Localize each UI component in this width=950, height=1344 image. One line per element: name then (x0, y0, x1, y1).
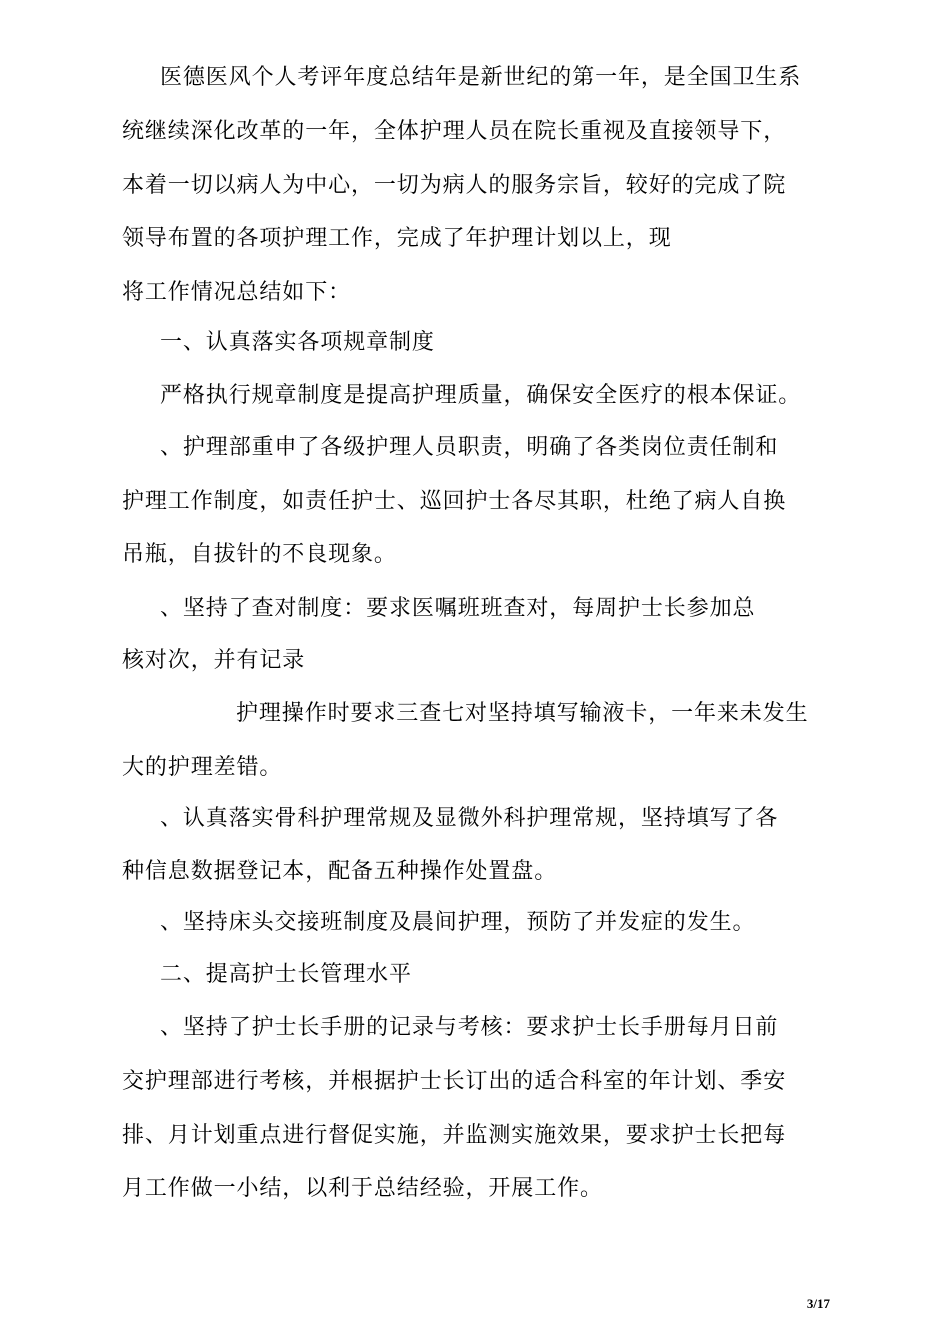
paragraph-line: 排、月计划重点进行督促实施，并监测实施效果，要求护士长把每 (122, 1123, 787, 1148)
paragraph-line: 核对次，并有记录 (122, 648, 306, 673)
section-heading: 一、认真落实各项规章制度 (160, 330, 435, 355)
paragraph-line: 大的护理差错。 (122, 755, 283, 780)
paragraph-line: 、护理部重申了各级护理人员职责，明确了各类岗位责任制和 (160, 435, 779, 460)
paragraph-line: 、认真落实骨科护理常规及显微外科护理常规，坚持填写了各 (160, 806, 779, 831)
paragraph-line: 医德医风个人考评年度总结年是新世纪的第一年，是全国卫生系 (160, 65, 802, 90)
paragraph-line: 交护理部进行考核，并根据护士长订出的适合科室的年计划、季安 (122, 1069, 787, 1094)
paragraph-line: 本着一切以病人为中心，一切为病人的服务宗旨，较好的完成了院 (122, 173, 787, 198)
paragraph-line: 、坚持了查对制度：要求医嘱班班查对，每周护士长参加总 (160, 596, 756, 621)
paragraph-line: 吊瓶，自拔针的不良现象。 (122, 542, 397, 567)
paragraph-line: 领导布置的各项护理工作，完成了年护理计划以上，现 (122, 226, 672, 251)
paragraph-line: 护理操作时要求三查七对坚持填写输液卡，一年来未发生 (236, 701, 809, 726)
paragraph-line: 、坚持了护士长手册的记录与考核：要求护士长手册每月日前 (160, 1015, 779, 1040)
paragraph-line: 严格执行规章制度是提高护理质量，确保安全医疗的根本保证。 (160, 383, 802, 408)
paragraph-line: 、坚持床头交接班制度及晨间护理，预防了并发症的发生。 (160, 910, 756, 935)
paragraph-line: 月工作做一小结，以利于总结经验，开展工作。 (122, 1176, 603, 1201)
paragraph-line: 统继续深化改革的一年，全体护理人员在院长重视及直接领导下， (122, 119, 787, 144)
paragraph-line: 将工作情况总结如下： (122, 280, 352, 305)
paragraph-line: 种信息数据登记本，配备五种操作处置盘。 (122, 859, 558, 884)
section-heading: 二、提高护士长管理水平 (160, 962, 412, 987)
paragraph-line: 护理工作制度，如责任护士、巡回护士各尽其职，杜绝了病人自换 (122, 489, 787, 514)
page-number: 3/17 (806, 1296, 830, 1311)
